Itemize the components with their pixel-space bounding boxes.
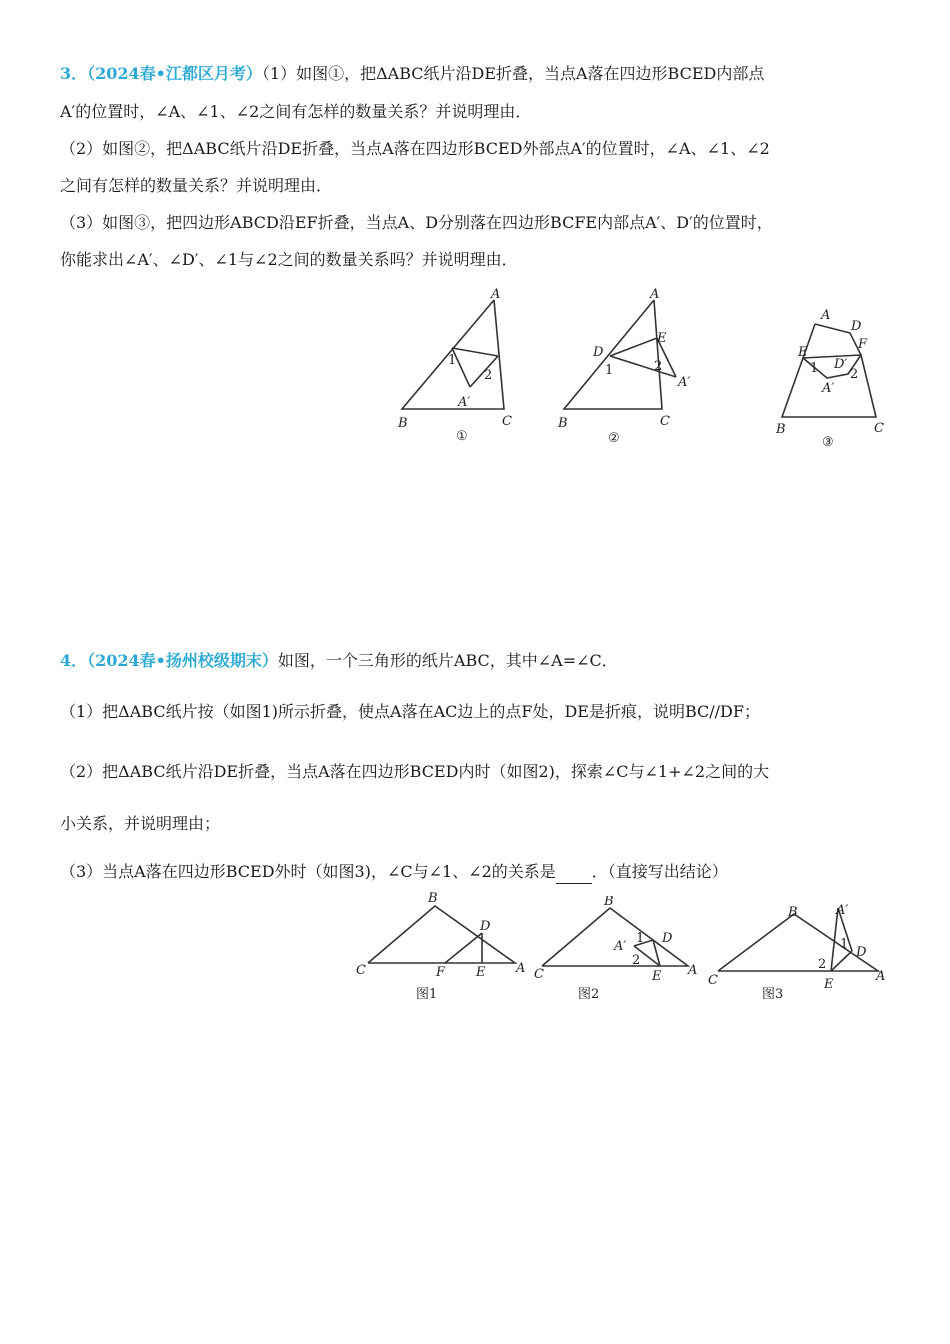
label-a: A xyxy=(876,969,886,984)
q4-figure-2 xyxy=(528,896,708,1008)
q3-figure-2 xyxy=(550,282,710,447)
label-b: B xyxy=(398,416,408,431)
label-c: C xyxy=(708,973,718,988)
label-c: C xyxy=(660,414,670,429)
label-2: 2 xyxy=(850,367,859,382)
caption: 图2 xyxy=(578,987,600,1002)
label-d-prime: D′ xyxy=(834,357,848,372)
q3-line-5: （3）如图③，把四边形ABCD沿EF折叠，当点A、D分别落在四边形BCFE内部点A′、D′的位置时， xyxy=(60,213,773,232)
label-d: D xyxy=(593,345,604,360)
label-a-prime: A′ xyxy=(836,903,849,918)
caption: 图3 xyxy=(762,987,784,1002)
q3-line-4: 之间有怎样的数量关系？并说明理由． xyxy=(60,176,333,195)
label-a: A xyxy=(516,961,526,976)
label-e: E xyxy=(476,965,486,980)
label-f: F xyxy=(858,337,868,352)
q4-text-5b: ．（直接写出结论） xyxy=(591,862,728,881)
label-1: 1 xyxy=(840,937,849,952)
label-c: C xyxy=(874,421,884,436)
q4-header: 4．（2024春•扬州校级期末） xyxy=(60,651,278,670)
label-a-prime: A′ xyxy=(678,375,691,390)
fold-line-de xyxy=(831,951,852,971)
triangle-abc xyxy=(368,906,515,963)
label-d: D xyxy=(480,919,491,934)
label-a: A xyxy=(821,308,831,323)
label-e: E xyxy=(824,977,834,992)
q4-line-4: 小关系，并说明理由； xyxy=(60,814,221,833)
label-b: B xyxy=(604,896,614,909)
label-2: 2 xyxy=(632,953,641,968)
label-f: F xyxy=(436,965,446,980)
label-e: E xyxy=(657,331,667,346)
q4-line-2: （1）把ΔABC纸片按（如图1)所示折叠，使点A落在AC边上的点F处，DE是折痕，说明BC//DF； xyxy=(60,702,760,721)
label-2: 2 xyxy=(818,957,827,972)
fold-segment-fd xyxy=(445,933,482,963)
q4-text-5a: （3）当点A落在四边形BCED外时（如图3)，∠C与∠1、∠2的关系是 xyxy=(60,862,556,881)
label-b: B xyxy=(428,891,438,906)
label-c: C xyxy=(502,414,512,429)
label-a-prime: A′ xyxy=(614,939,627,954)
label-d: D xyxy=(856,945,867,960)
label-1: 1 xyxy=(448,353,457,368)
q3-text-1: （1）如图①，把ΔABC纸片沿DE折叠，当点A落在四边形BCED内部点 xyxy=(261,64,765,83)
q3-line-3: （2）如图②，把ΔABC纸片沿DE折叠，当点A落在四边形BCED外部点A′的位置时，∠A、∠1、∠2 xyxy=(60,139,770,158)
label-2: 2 xyxy=(654,359,663,374)
label-c: C xyxy=(356,963,366,978)
caption: 图1 xyxy=(416,987,438,1002)
q4-text-1: 如图，一个三角形的纸片ABC，其中∠A=∠C． xyxy=(277,651,618,670)
q4-line-1 xyxy=(60,649,900,673)
label-1: 1 xyxy=(636,931,645,946)
label-a: A xyxy=(650,287,660,302)
answer-blank xyxy=(556,867,592,884)
q3-line-6: 你能求出∠A′、∠D′、∠1与∠2之间的数量关系吗？并说明理由． xyxy=(60,250,518,269)
q3-header: 3．（2024春•江都区月考） xyxy=(60,64,262,83)
label-2: 2 xyxy=(484,368,493,383)
label-1: 1 xyxy=(810,361,819,376)
fold-line-de xyxy=(452,348,498,356)
label-a-prime: A′ xyxy=(822,381,835,396)
q3-figure-1 xyxy=(390,282,530,447)
caption: ② xyxy=(608,431,620,446)
q4-figure-1 xyxy=(350,888,530,1008)
fold-segment-da xyxy=(610,356,676,377)
label-a: A xyxy=(688,963,698,978)
q4-figure-3 xyxy=(706,896,896,1008)
label-e: E xyxy=(652,969,662,984)
label-c: C xyxy=(534,967,544,982)
q4-line-3: （2）把ΔABC纸片沿DE折叠，当点A落在四边形BCED内时（如图2)，探索∠C与∠1+∠2之间的大 xyxy=(60,762,770,781)
q3-figure-3 xyxy=(770,300,895,450)
fold-line-ef xyxy=(803,355,861,358)
q4-line-5 xyxy=(60,860,900,884)
label-1: 1 xyxy=(605,363,614,378)
label-b: B xyxy=(558,416,568,431)
caption: ③ xyxy=(822,435,834,450)
triangle-abc xyxy=(718,914,878,971)
label-b: B xyxy=(788,905,798,920)
label-a-prime: A′ xyxy=(458,395,471,410)
label-d: D xyxy=(851,319,862,334)
label-e: E xyxy=(798,345,808,360)
caption: ① xyxy=(456,429,468,444)
q3-line-2: A′的位置时，∠A、∠1、∠2之间有怎样的数量关系？并说明理由． xyxy=(60,102,532,121)
label-d: D xyxy=(662,931,673,946)
q3-line-1 xyxy=(60,62,900,86)
label-b: B xyxy=(776,422,786,437)
fold-line-de xyxy=(610,338,657,356)
label-a: A xyxy=(491,287,501,302)
